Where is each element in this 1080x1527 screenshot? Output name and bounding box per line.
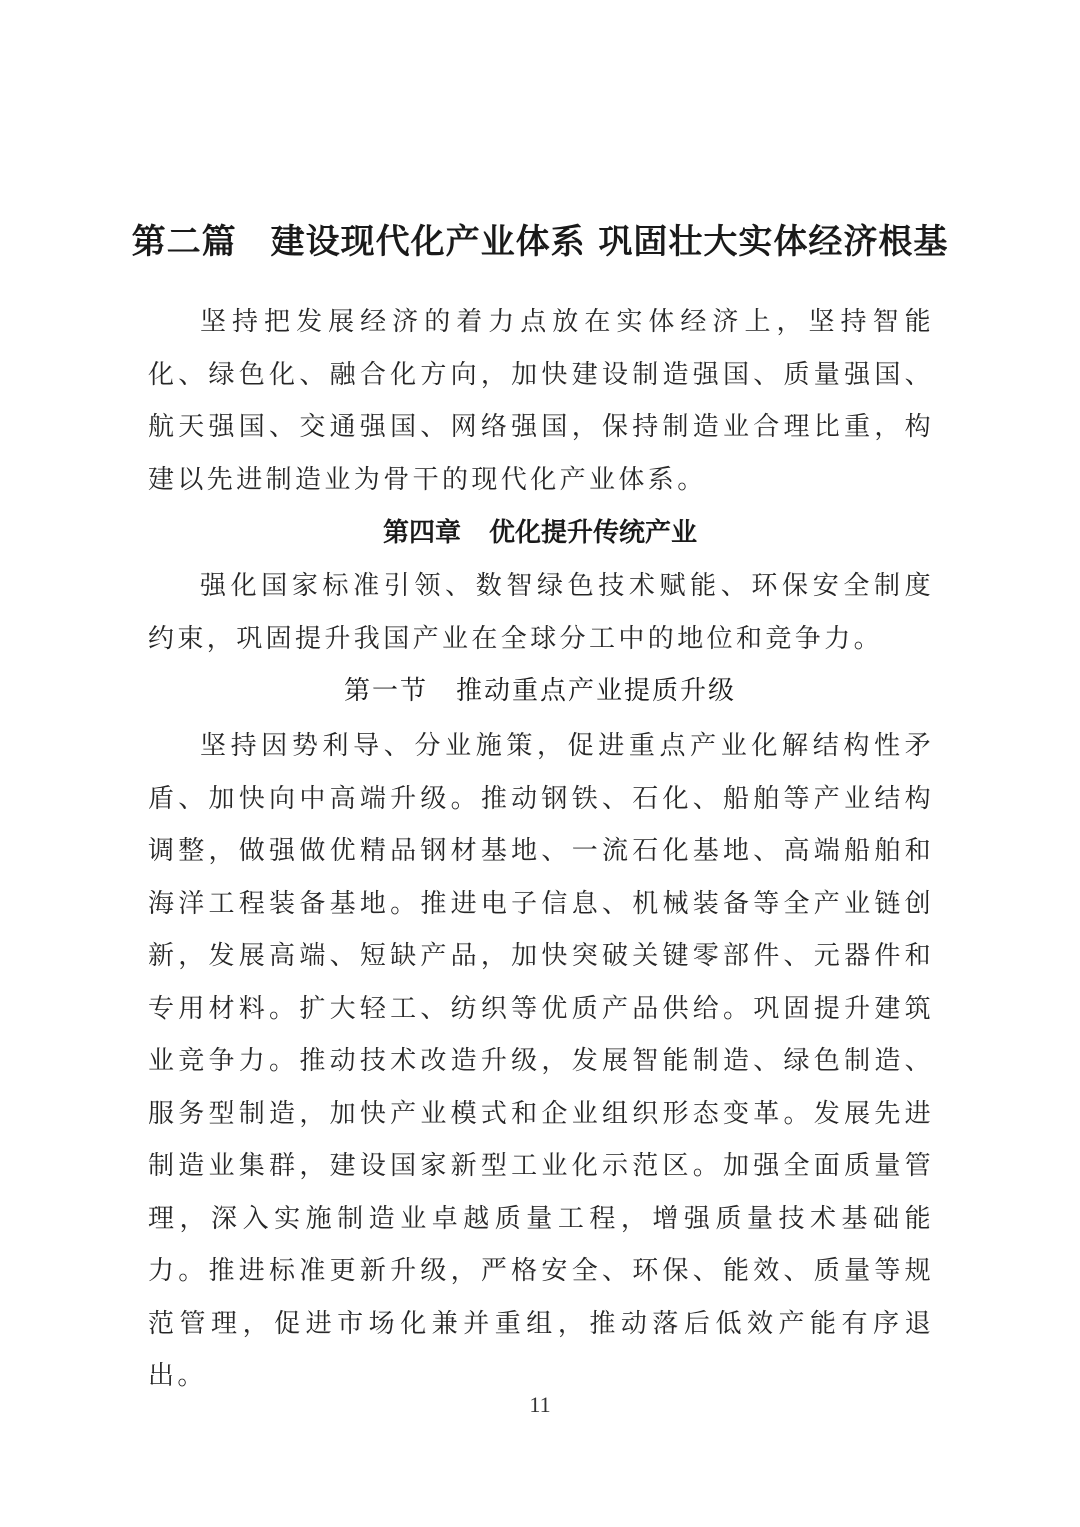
chapter-title: 优化提升传统产业 <box>489 518 698 548</box>
chapter-heading <box>0 512 1080 549</box>
section-heading <box>0 670 1080 707</box>
part-heading <box>0 214 1080 263</box>
part-title: 建设现代化产业体系 巩固壮大实体经济根基 <box>270 222 949 262</box>
intro-paragraph: 坚持把发展经济的着力点放在实体经济上，坚持智能化、绿色化、融合化方向，加快建设制造强国、质量强国、航天强国、交通强国、网络强国，保持制造业合理比重，构建以先进制造业为骨干的现代化产业体系。 <box>148 307 934 495</box>
part-label: 第二篇 <box>131 222 237 262</box>
section-title: 推动重点产业提质升级 <box>456 676 737 706</box>
section-label: 第一节 <box>343 676 428 706</box>
section-body-paragraph: 坚持因势利导、分业施策，促进重点产业化解结构性矛盾、加快向中高端升级。推动钢铁、石化、船舶等产业结构调整，做强做优精品钢材基地、一流石化基地、高端船舶和海洋工程装备基地。推进电子信息、机械装备等全产业链创新，发展高端、短缺产品，加快突破关键零部件、元器件和专用材料。扩大轻工、纺织等优质产品供给。巩固提升建筑业竞争力。推动技术改造升级，发展智能制造、绿色制造、服务型制造，加快产业模式和企业组织形态变革。发展先进制造业集群，建设国家新型工业化示范区。加强全面质量管理，深入实施制造业卓越质量工程，增强质量技术基础能力。推进标准更新升级，严格安全、环保、能效、质量等规范管理，促进市场化兼并重组，推动落后低效产能有序退出。 <box>148 731 934 1391</box>
chapter-intro-paragraph: 强化国家标准引领、数智绿色技术赋能、环保安全制度约束，巩固提升我国产业在全球分工中的地位和竞争力。 <box>148 571 934 654</box>
page-number: 11 <box>529 1392 551 1417</box>
chapter-label: 第四章 <box>382 518 461 548</box>
